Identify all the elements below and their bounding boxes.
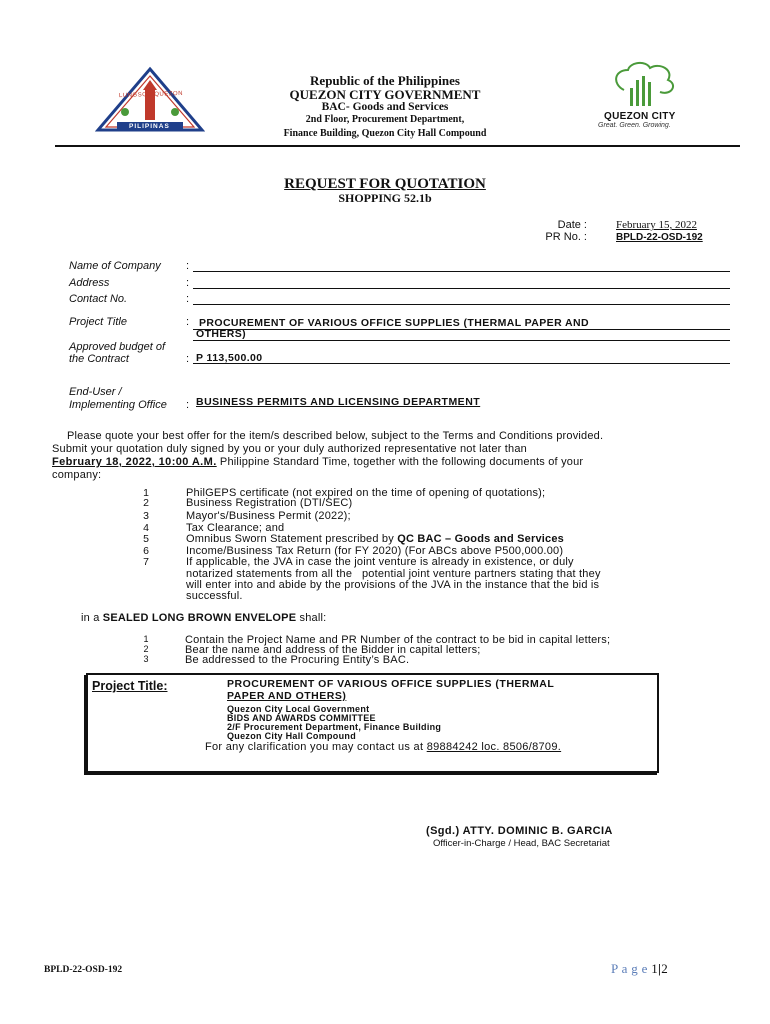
budget-underline [193, 350, 730, 364]
intro-line-3 [52, 456, 583, 468]
intro-line-4: company: [52, 469, 102, 481]
budget-label-1: Approved budget of [69, 341, 166, 353]
envelope-bold: SEALED LONG BROWN ENVELOPE [102, 612, 297, 624]
logo-tagline: Great. Green. Growing. [598, 122, 671, 129]
contact-label: Contact No. [69, 293, 128, 305]
box-addr-1: Quezon City Local Government [227, 704, 370, 714]
pr-label: PR No. : [545, 231, 587, 243]
header-building: Finance Building, Quezon City Hall Compound [283, 128, 487, 139]
box-title-2: PAPER AND OTHERS) [227, 690, 347, 702]
address-colon: : [186, 277, 190, 289]
budget-value: P 113,500.00 [196, 352, 263, 364]
footer-code: BPLD-22-OSD-192 [44, 965, 123, 975]
logo-name: QUEZON CITY [604, 111, 676, 122]
contact-colon: : [186, 293, 190, 305]
company-name-colon: : [186, 260, 190, 272]
header-republic: Republic of the Philippines [310, 73, 460, 88]
seal-ring-top: LUNGSOD QUEZON [118, 90, 184, 100]
header-government: QUEZON CITY GOVERNMENT [289, 87, 481, 102]
address-field[interactable] [193, 275, 730, 289]
doc7-cont-3: successful. [186, 590, 243, 602]
project-title-underline-2 [193, 328, 730, 341]
address-label: Address [69, 277, 110, 289]
project-title-label: Project Title [69, 316, 127, 328]
intro-line-3-rest: Philippine Standard Time, together with the following documents of your [216, 456, 584, 468]
contact-field[interactable] [193, 291, 730, 305]
doc7-cont-1: notarized statements from all the potential joint venture partners stating that they [186, 568, 601, 580]
date-label: Date : [557, 219, 587, 231]
budget-label-2: the Contract [69, 353, 129, 365]
envelope-instruction: in a SEALED LONG BROWN ENVELOPE shall: [81, 612, 327, 624]
header-floor: 2nd Floor, Procurement Department, [305, 114, 465, 125]
envelope-label-box [86, 673, 659, 773]
deadline: February 18, 2022, 10:00 A.M. [52, 456, 217, 468]
box-contact: For any clarification you may contact us at 89884242 loc. 8506/8709. [205, 741, 562, 753]
seal-ring-bottom: PILIPINAS [129, 123, 170, 130]
page-number: P a g e 1|2 [611, 961, 668, 976]
box-addr-2: BIDS AND AWARDS COMMITTEE [227, 713, 376, 723]
signatory-name: (Sgd.) ATTY. DOMINIC B. GARCIA [426, 825, 613, 837]
box-project-label: Project Title: [92, 679, 168, 693]
document-title: REQUEST FOR QUOTATION [284, 176, 486, 192]
project-title-colon: : [186, 316, 190, 328]
box-addr-4: Quezon City Hall Compound [227, 731, 356, 741]
intro-line-2: Submit your quotation duly signed by you or your duly authorized representative not later than [52, 443, 527, 455]
budget-colon: : [186, 353, 190, 365]
pr-value: BPLD-22-OSD-192 [616, 232, 703, 243]
project-title-value-2: OTHERS) [196, 328, 247, 340]
doc7-cont-2: will enter into and abide by the provisions of the JVA in the instance that the bid is [186, 579, 600, 591]
header-bac: BAC- Goods and Services [321, 101, 449, 113]
box-title-1: PROCUREMENT OF VARIOUS OFFICE SUPPLIES (THERMAL [227, 678, 555, 690]
box-addr-3: 2/F Procurement Department, Finance Building [227, 722, 442, 732]
enduser-value: BUSINESS PERMITS AND LICENSING DEPARTMENT [196, 396, 481, 408]
project-title-value-1: PROCUREMENT OF VARIOUS OFFICE SUPPLIES (THERMAL PAPER AND [199, 317, 589, 329]
company-name-field[interactable] [193, 258, 730, 272]
intro-line-1: Please quote your best offer for the item/s described below, subject to the Terms and Conditions provided. [67, 430, 604, 442]
date-value: February 15, 2022 [616, 219, 697, 231]
enduser-label-2: Implementing Office [69, 399, 167, 411]
header-divider [55, 145, 740, 147]
document-subtitle: SHOPPING 52.1b [338, 191, 432, 205]
contact-number: 89884242 loc. 8506/8709. [426, 741, 562, 753]
signatory-position: Officer-in-Charge / Head, BAC Secretariat [433, 838, 610, 849]
enduser-colon: : [186, 399, 190, 411]
enduser-label-1: End-User / [69, 386, 122, 398]
company-name-label: Name of Company [69, 260, 161, 272]
